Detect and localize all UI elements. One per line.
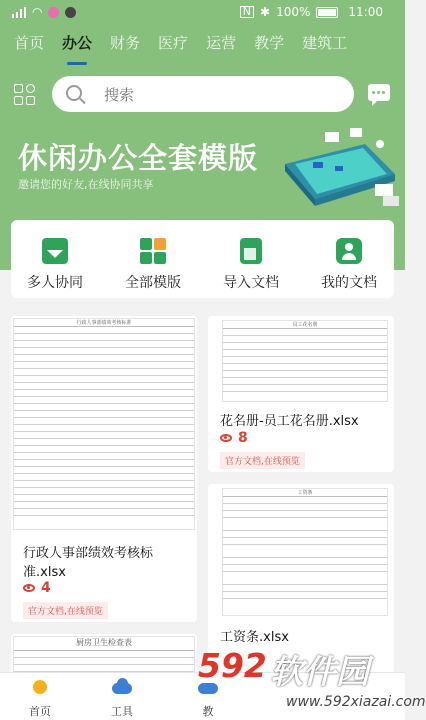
tab-finance[interactable]: 财务 <box>110 34 141 52</box>
tab-operations[interactable]: 运营 <box>206 34 237 52</box>
document-title: 工资条.xlsx <box>220 630 289 645</box>
document-tag: 官方文档,在线预览 <box>220 452 305 469</box>
tab-home[interactable]: 首页 <box>14 34 45 52</box>
document-preview <box>222 320 388 402</box>
document-tag: 官方文档,在线预览 <box>23 602 108 619</box>
action-all-templates[interactable] <box>113 238 193 292</box>
watermark-brand-text: 软件园 <box>270 652 369 691</box>
view-count <box>23 580 51 596</box>
message-icon[interactable] <box>368 84 390 101</box>
tab-medical[interactable]: 医疗 <box>158 34 189 52</box>
watermark-url: www.592xiazai.com <box>286 694 426 710</box>
excel-file-icon <box>240 238 262 264</box>
search-placeholder: 搜索 <box>104 86 135 104</box>
view-count-value: 8 <box>238 430 248 446</box>
monitor-icon <box>42 238 68 264</box>
search-input[interactable] <box>52 76 354 112</box>
nfc-icon: N <box>240 6 254 18</box>
signal-icon <box>12 7 26 18</box>
document-title: 行政人事部绩效考核标准.xlsx <box>23 546 154 580</box>
banner-title: 休闲办公全套模版 <box>18 141 259 175</box>
nav-label: 工具 <box>111 705 133 718</box>
nav-tools[interactable] <box>92 677 152 719</box>
clock: 11:00 <box>348 5 383 19</box>
document-preview <box>13 318 195 530</box>
cloud-icon <box>112 677 132 697</box>
nav-home[interactable] <box>10 677 70 719</box>
eye-icon <box>23 584 35 592</box>
document-title: 花名册-员工花名册.xlsx <box>220 414 359 429</box>
preview-header: 厨房卫生检查表 <box>14 637 194 651</box>
view-count <box>220 430 248 446</box>
action-my-documents[interactable] <box>309 238 389 292</box>
document-preview <box>222 488 388 616</box>
action-label: 我的文档 <box>321 275 377 291</box>
watermark-brand: 592 <box>198 646 267 685</box>
document-card[interactable] <box>11 316 197 622</box>
wifi-icon: ◠ <box>32 5 43 19</box>
category-grid-icon[interactable] <box>14 84 36 106</box>
banner-subtitle: 邀请您的好友,在线协同共享 <box>18 178 154 191</box>
status-bar <box>0 0 405 24</box>
action-label: 多人协同 <box>27 275 83 291</box>
user-icon <box>336 238 362 264</box>
action-label: 全部模版 <box>125 275 181 291</box>
document-card[interactable] <box>208 316 394 472</box>
battery-text: 100% <box>276 5 311 19</box>
app-notification-icon <box>48 7 59 18</box>
sun-icon <box>30 677 50 697</box>
watermark <box>198 644 426 720</box>
action-label: 导入文档 <box>223 275 279 291</box>
grid-icon <box>140 238 166 264</box>
bluetooth-icon: ✱ <box>260 5 271 19</box>
action-collaboration[interactable] <box>15 238 95 292</box>
nav-label: 首页 <box>29 705 51 718</box>
preview-header: 员工花名册 <box>223 321 387 329</box>
view-count-value: 4 <box>41 580 51 596</box>
action-import-document[interactable] <box>211 238 291 292</box>
preview-header: 行政人事部绩效考核标准 <box>14 319 194 327</box>
tab-teaching[interactable]: 教学 <box>254 34 285 52</box>
document-card[interactable] <box>11 634 197 674</box>
tab-construction[interactable]: 建筑工 <box>302 34 348 52</box>
preview-header: 工资条 <box>223 489 387 497</box>
search-icon <box>66 85 82 101</box>
tab-office[interactable]: 办公 <box>60 30 94 62</box>
banner-illustration <box>255 124 405 224</box>
quick-actions-card <box>11 220 394 298</box>
battery-icon <box>316 7 338 18</box>
nav-label: 教 <box>202 705 214 718</box>
app-notification-icon-2 <box>65 7 76 18</box>
eye-icon <box>220 434 232 442</box>
category-tabs <box>0 30 405 62</box>
